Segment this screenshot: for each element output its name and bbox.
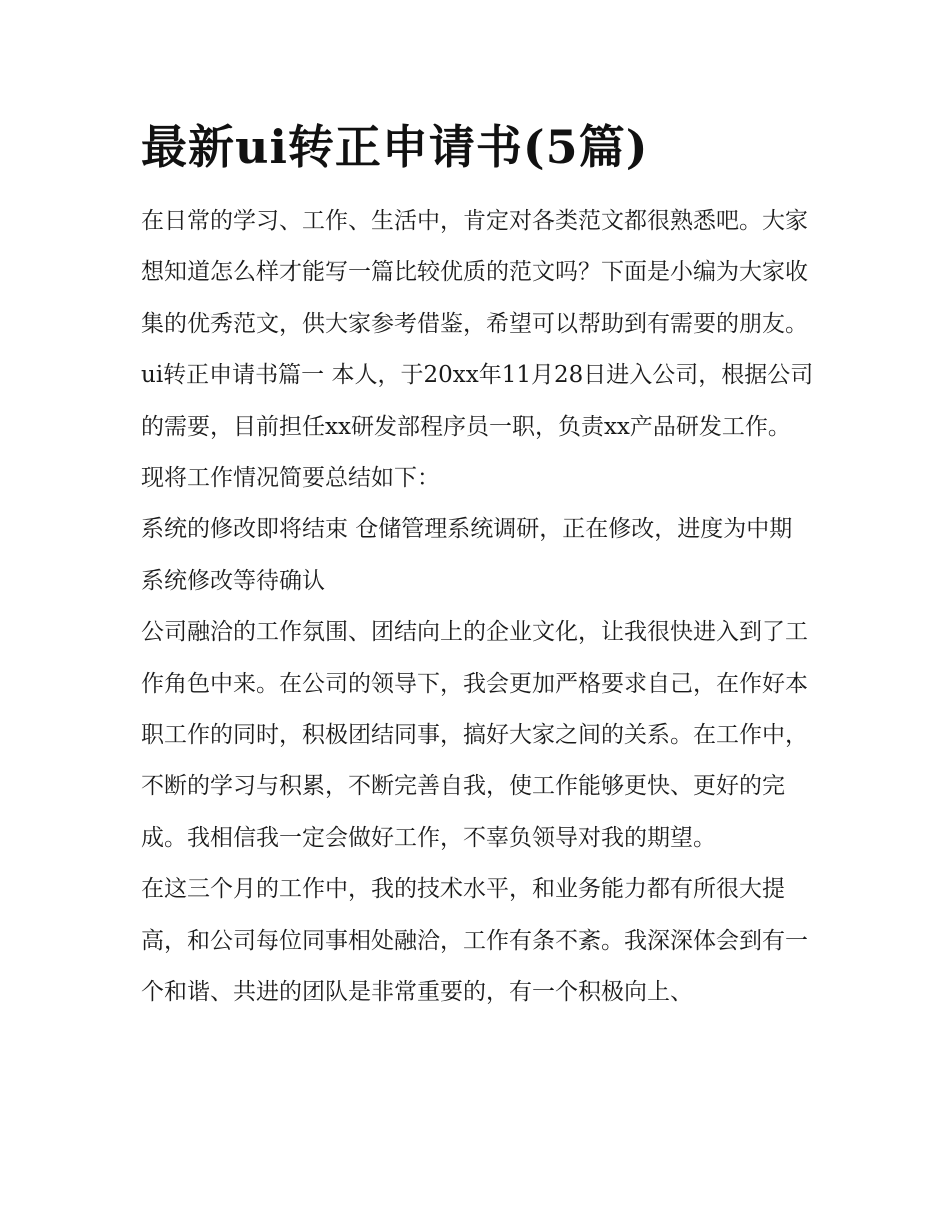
document-page — [141, 112, 821, 1019]
paragraph-system-progress: 系统的修改即将结束 仓储管理系统调研，正在修改，进度为中期 系统修改等待确认 — [141, 516, 793, 594]
paragraph-company-culture: 公司融洽的工作氛围、团结向上的企业文化，让我很快进入到了工作角色中来。在公司的领导下，我会更加严格要求自己，在作好本职工作的同时，积极团结同事，搞好大家之间的关系。在工作中，不断的学习与积累，不断完善自我，使工作能够更快、更好的完成。我相信我一定会做好工作，不辜负领导对我的期望。 — [141, 619, 808, 851]
paragraph-application-opening: ui转正申请书篇一 本人，于20xx年11月28日进入公司，根据公司的需要，目前担任xx研发部程序员一职，负责xx产品研发工作。 现将工作情况简要总结如下： — [141, 362, 814, 492]
paragraph-three-months: 在这三个月的工作中，我的技术水平，和业务能力都有所很大提高，和公司每位同事相处融洽，工作有条不紊。我深深体会到有一个和谐、共进的团队是非常重要的，有一个积极向上、 — [141, 876, 808, 1006]
document-title: 最新ui转正申请书(5篇) — [141, 120, 649, 174]
document-body — [141, 196, 821, 1019]
paragraph-intro: 在日常的学习、工作、生活中，肯定对各类范文都很熟悉吧。大家想知道怎么样才能写一篇比较优质的范文吗？下面是小编为大家收集的优秀范文，供大家参考借鉴，希望可以帮助到有需要的朋友。 — [141, 208, 808, 337]
